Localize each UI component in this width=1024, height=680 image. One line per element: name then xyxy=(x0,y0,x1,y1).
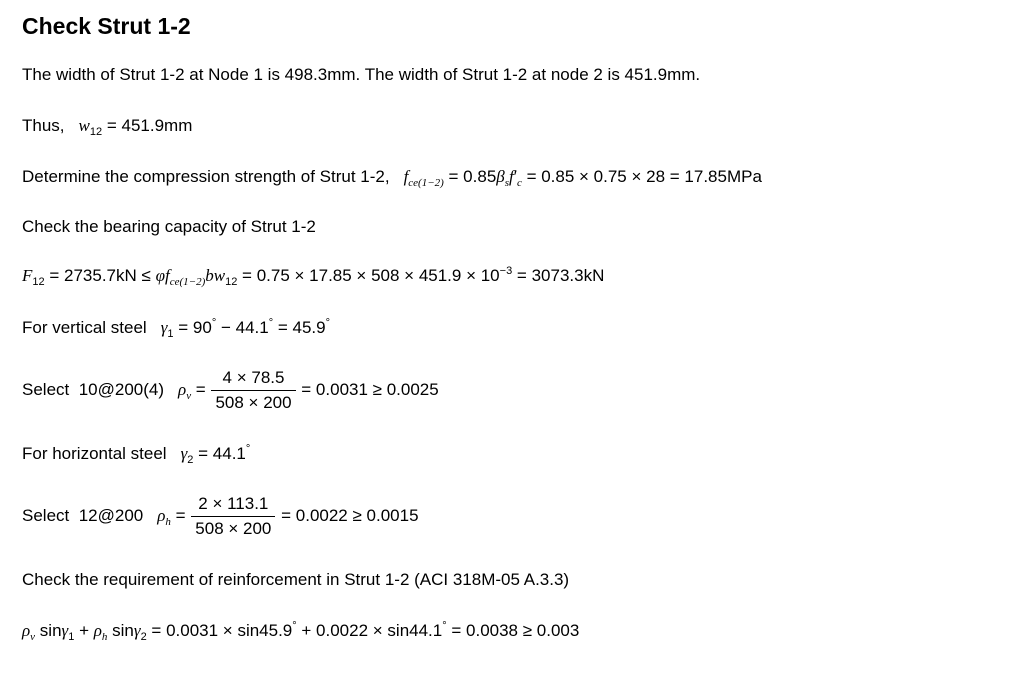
select-vertical-equation xyxy=(22,368,439,413)
gamma-subscript: 2 xyxy=(187,454,194,466)
gamma1-subscript: 1 xyxy=(68,631,75,643)
gamma2-subscript: 2 xyxy=(140,631,147,643)
vertical-steel-label: For vertical steel xyxy=(22,318,147,337)
sin-function: sin xyxy=(35,621,62,640)
strut-width-statement: The width of Strut 1-2 at Node 1 is 498.3mm. The width of Strut 1-2 at node 2 is 451.9mm. xyxy=(22,65,701,84)
requirement-heading: Check the requirement of reinforcement in Strut 1-2 (ACI 318M-05 A.3.3) xyxy=(22,570,570,589)
rho-symbol: ρ xyxy=(157,505,166,525)
gamma-symbol: γ xyxy=(160,318,168,337)
fraction xyxy=(211,368,295,413)
bearing-result: = 3073.3kN xyxy=(512,266,605,285)
gamma-symbol: γ xyxy=(133,621,141,640)
bearing-product: = 0.75 × 17.85 × 508 × 451.9 × 10 xyxy=(237,266,500,285)
horizontal-steel-equation xyxy=(22,443,250,465)
fce-variable: f xyxy=(164,266,170,285)
equals-sign: = xyxy=(170,505,191,525)
degree-symbol: ° xyxy=(245,443,251,455)
equals-sign: = xyxy=(191,379,211,399)
term-2: + 0.0022 × sin44.1 xyxy=(296,621,443,640)
rho-subscript: v xyxy=(186,389,192,402)
vertical-steel-equation xyxy=(22,317,330,339)
bw-variable: bw xyxy=(205,266,226,285)
ratio-result: = 0.0031 ≥ 0.0025 xyxy=(296,379,439,399)
horizontal-steel-label: For horizontal steel xyxy=(22,444,167,463)
degree-symbol: ° xyxy=(292,620,297,632)
fraction-denominator: 508 × 200 xyxy=(215,393,292,412)
sin-function: sin xyxy=(107,621,134,640)
bw-subscript: 12 xyxy=(225,276,238,288)
fraction-numerator: 4 × 78.5 xyxy=(211,368,295,391)
fc-variable: f xyxy=(509,167,514,186)
fraction-denominator: 508 × 200 xyxy=(195,519,272,538)
angle-value: = 44.1 xyxy=(193,444,246,463)
ratio-result: = 0.0022 ≥ 0.0015 xyxy=(276,505,419,525)
degree-symbol: ° xyxy=(211,317,217,329)
force-value: = 2735.7kN ≤ xyxy=(44,266,156,285)
plus-sign: + xyxy=(74,621,94,640)
exponent: −3 xyxy=(499,265,513,277)
force-variable: F xyxy=(22,266,33,285)
fce-subscript: ce(1−2) xyxy=(169,276,206,288)
document-page xyxy=(22,0,1012,680)
degree-symbol: ° xyxy=(442,620,447,632)
degree-symbol: ° xyxy=(268,317,274,329)
thus-equation xyxy=(22,115,192,137)
rho-symbol: ρ xyxy=(178,379,187,399)
beta-subscript: s xyxy=(504,177,510,189)
degree-symbol: ° xyxy=(325,317,330,329)
gamma-symbol: γ xyxy=(180,444,188,463)
fc-subscript: c xyxy=(516,177,522,189)
select-horizontal-equation xyxy=(22,494,419,539)
fce-variable: f xyxy=(403,167,409,186)
fraction-numerator: 2 × 113.1 xyxy=(191,494,275,517)
requirement-result: = 0.0038 ≥ 0.003 xyxy=(446,621,580,640)
angle-44: − 44.1 xyxy=(216,318,269,337)
term-1: = 0.0031 × sin45.9 xyxy=(146,621,293,640)
rho-symbol: ρ xyxy=(22,621,31,640)
compression-strength-equation xyxy=(22,166,762,188)
bearing-equation xyxy=(22,265,604,287)
thus-label: Thus, xyxy=(22,116,65,135)
compression-result: = 0.85 × 0.75 × 28 = 17.85MPa xyxy=(521,167,762,186)
w-variable: w xyxy=(78,116,90,135)
fce-subscript: ce(1−2) xyxy=(408,177,444,189)
gamma-subscript: 1 xyxy=(167,328,174,340)
fraction xyxy=(191,494,275,539)
gamma-symbol: γ xyxy=(61,621,69,640)
rho-h-subscript: h xyxy=(101,631,108,643)
select-vertical-label: Select 10@200(4) xyxy=(22,379,165,399)
w-subscript: 12 xyxy=(89,126,103,138)
compression-factor: = 0.85 xyxy=(443,167,497,186)
bearing-heading: Check the bearing capacity of Strut 1-2 xyxy=(22,217,316,236)
force-subscript: 12 xyxy=(32,276,45,288)
page-title: Check Strut 1-2 xyxy=(22,13,191,39)
fc-prime: ′ xyxy=(513,167,517,186)
w-value: = 451.9mm xyxy=(102,116,193,135)
angle-90: = 90 xyxy=(173,318,212,337)
requirement-equation xyxy=(22,620,579,642)
rho-symbol: ρ xyxy=(93,621,102,640)
rho-v-subscript: v xyxy=(30,631,36,643)
beta-symbol: β xyxy=(496,167,505,186)
select-horizontal-label: Select 12@200 xyxy=(22,505,144,525)
rho-subscript: h xyxy=(165,515,171,528)
compression-label: Determine the compression strength of Strut 1-2, xyxy=(22,167,390,186)
phi-symbol: φ xyxy=(155,266,165,285)
angle-result: = 45.9 xyxy=(273,318,326,337)
